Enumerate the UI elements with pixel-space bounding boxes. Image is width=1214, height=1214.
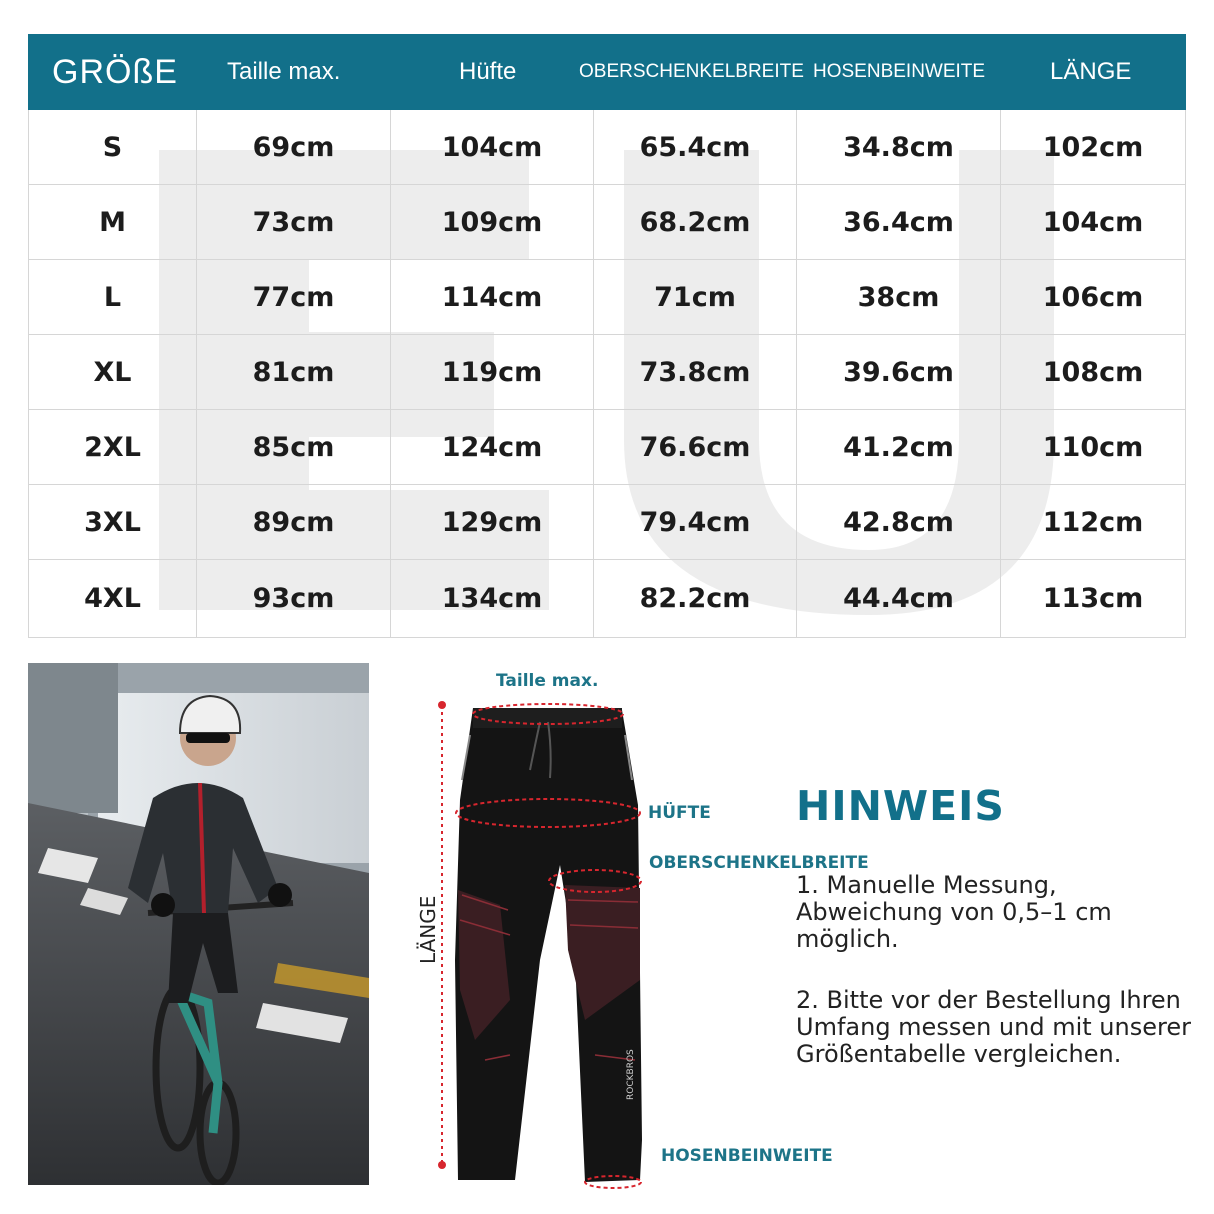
value-cell: 65.4cm — [594, 110, 797, 184]
header-size: GRÖßE — [52, 52, 178, 91]
size-cell: XL — [29, 335, 197, 409]
value-cell: 79.4cm — [594, 485, 797, 559]
table-row — [29, 335, 1185, 410]
size-cell: 2XL — [29, 410, 197, 484]
value-cell: 34.8cm — [797, 110, 1001, 184]
value-cell: 42.8cm — [797, 485, 1001, 559]
value-cell: 76.6cm — [594, 410, 797, 484]
value-cell: 113cm — [1042, 583, 1144, 614]
size-cell: S — [29, 110, 197, 184]
size-cell: L — [29, 260, 197, 334]
value-cell: 114cm — [391, 260, 594, 334]
value-cell: 112cm — [1042, 506, 1144, 538]
value-cell: 71cm — [594, 260, 797, 334]
table-row — [29, 185, 1185, 260]
value-cell: 124cm — [391, 410, 594, 484]
table-row — [29, 260, 1185, 335]
value-cell: 38cm — [797, 260, 1001, 334]
header-length: LÄNGE — [1050, 58, 1132, 85]
size-table — [28, 34, 1186, 638]
value-cell: 39.6cm — [797, 335, 1001, 409]
pants-brand: ROCKBROS — [626, 1049, 636, 1100]
size-cell: 3XL — [29, 485, 197, 559]
value-cell: 68.2cm — [594, 185, 797, 259]
table-row — [29, 410, 1185, 485]
size-cell: M — [29, 185, 197, 259]
value-cell: 77cm — [197, 260, 391, 334]
value-cell: 73cm — [197, 185, 391, 259]
label-thigh: OBERSCHENKELBREITE — [649, 853, 869, 873]
cyclist-photo — [28, 663, 369, 1185]
size-cell: 4XL — [29, 560, 197, 637]
label-length: LÄNGE — [416, 895, 440, 964]
value-cell: 102cm — [1042, 131, 1144, 163]
note-title: HINWEIS — [796, 782, 1005, 830]
value-cell: 73.8cm — [594, 335, 797, 409]
value-cell: 110cm — [1042, 431, 1144, 463]
value-cell: 104cm — [1042, 206, 1144, 238]
value-cell: 108cm — [1042, 356, 1144, 388]
note-line-2: 2. Bitte vor der Bestellung Ihren Umfang messen und mit unserer Größentabelle vergleichen. — [796, 986, 1191, 1068]
value-cell: 93cm — [197, 560, 391, 637]
header-hip: Hüfte — [459, 58, 517, 85]
value-cell: 119cm — [391, 335, 594, 409]
table-header — [28, 34, 1186, 110]
value-cell: 134cm — [391, 560, 594, 637]
value-cell: 106cm — [1042, 281, 1144, 313]
table-body — [28, 110, 1186, 638]
value-cell: 129cm — [391, 485, 594, 559]
table-row — [29, 110, 1185, 185]
pants-diagram — [400, 660, 700, 1200]
label-waist: Taille max. — [496, 671, 599, 691]
value-cell: 81cm — [197, 335, 391, 409]
label-hem: HOSENBEINWEITE — [661, 1146, 833, 1166]
value-cell: 109cm — [391, 185, 594, 259]
table-row — [29, 560, 1185, 638]
label-hip: HÜFTE — [648, 803, 711, 823]
value-cell: 89cm — [197, 485, 391, 559]
header-waist: Taille max. — [227, 58, 341, 85]
value-cell: 41.2cm — [797, 410, 1001, 484]
value-cell: 85cm — [197, 410, 391, 484]
header-hem: HOSENBEINWEITE — [813, 61, 986, 82]
header-thigh: OBERSCHENKELBREITE — [579, 61, 804, 82]
value-cell: 82.2cm — [594, 560, 797, 637]
value-cell: 36.4cm — [797, 185, 1001, 259]
watermark-text: EU — [159, 110, 161, 111]
value-cell: 69cm — [197, 110, 391, 184]
note-line-1: 1. Manuelle Messung, Abweichung von 0,5–1 cm möglich. — [796, 871, 1112, 953]
table-row — [29, 485, 1185, 560]
value-cell: 104cm — [391, 110, 594, 184]
value-cell: 44.4cm — [797, 560, 1001, 637]
